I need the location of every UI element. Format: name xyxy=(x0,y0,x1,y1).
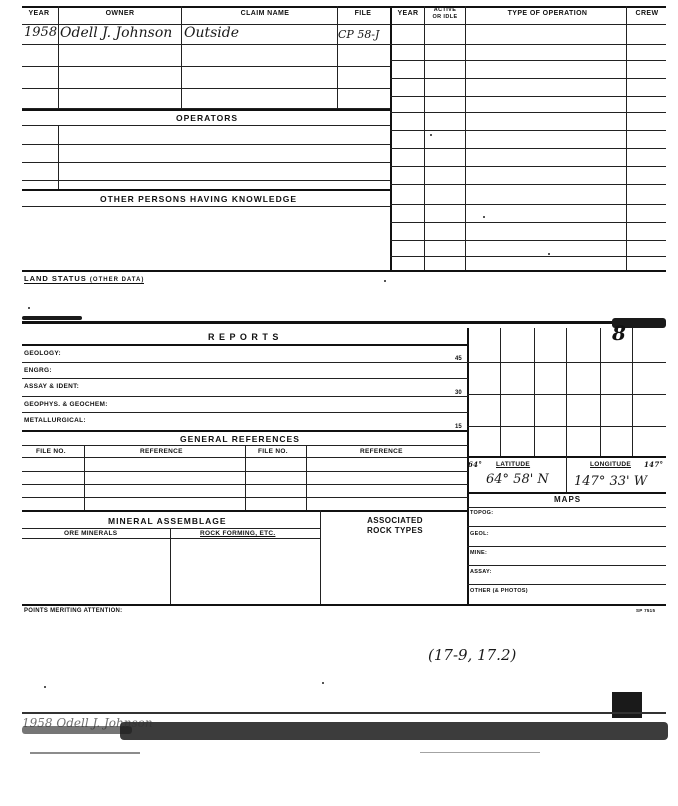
rock-forming-header: ROCK FORMING, ETC. xyxy=(200,530,276,537)
maps-row-label: GEOL: xyxy=(470,531,489,537)
operators-heading: OPERATORS xyxy=(176,113,239,123)
col-file-header: FILE xyxy=(354,10,372,17)
ore-minerals-header: ORE MINERALS xyxy=(64,530,118,537)
col-type-of-operation-header: TYPE OF OPERATION xyxy=(507,10,588,17)
col-active-header-1: ACTIVE xyxy=(433,7,457,13)
col-claim-name-header: CLAIM NAME xyxy=(240,10,290,17)
longitude-label: LONGITUDE xyxy=(590,461,631,468)
lon-suffix: 147° xyxy=(644,460,664,469)
entry-file: CP 58-J xyxy=(338,28,380,41)
report-row-label: ENGRG: xyxy=(24,367,52,374)
bottom-scan-smear xyxy=(120,722,668,740)
col-year-header: YEAR xyxy=(28,10,50,17)
ref-col-reference-2: REFERENCE xyxy=(360,448,403,455)
entry-year: 1958 xyxy=(24,25,58,40)
col-active-header-2: OR IDLE xyxy=(432,14,458,20)
ref-col-file-no-1: FILE NO. xyxy=(36,448,66,455)
latitude-label: LATITUDE xyxy=(496,461,531,468)
lat-prefix: 64° xyxy=(468,460,483,469)
land-status-label: LAND STATUS xyxy=(24,274,87,283)
ref-col-file-no-2: FILE NO. xyxy=(258,448,288,455)
latitude-value: 64° 58' N xyxy=(486,472,549,487)
land-status-sub: (OTHER DATA) xyxy=(89,277,145,283)
maps-row-label: OTHER (& PHOTOS) xyxy=(470,588,528,594)
top-number: 8 xyxy=(612,321,627,345)
entry-claim-name: Outside xyxy=(184,25,240,41)
col-owner-header: OWNER xyxy=(105,10,135,17)
land-status-heading xyxy=(24,274,144,284)
maps-row-label: ASSAY: xyxy=(470,569,492,575)
maps-row-label: TOPOG: xyxy=(470,510,494,516)
report-row-label: METALLURGICAL: xyxy=(24,417,86,424)
points-meriting-attention: POINTS MERITING ATTENTION: xyxy=(24,608,123,614)
report-row-label: GEOPHYS. & GEOCHEM: xyxy=(24,401,108,408)
report-row-num: 15 xyxy=(455,424,462,430)
associated-rock-types-2: ROCK TYPES xyxy=(366,526,423,535)
longitude-value: 147° 33' W xyxy=(574,474,648,489)
report-row-num: 30 xyxy=(455,390,462,396)
handwritten-note: (17-9, 17.2) xyxy=(428,646,517,664)
mineral-assemblage-heading: MINERAL ASSEMBLAGE xyxy=(108,516,227,526)
maps-heading: MAPS xyxy=(554,495,582,504)
col-crew-header: CREW xyxy=(635,10,659,17)
reports-heading: R E P O R T S xyxy=(208,332,280,342)
entry-owner: Odell J. Johnson xyxy=(60,25,173,41)
report-row-label: GEOLOGY: xyxy=(24,350,61,357)
ref-col-reference-1: REFERENCE xyxy=(140,448,183,455)
form-code: SP 7515 xyxy=(636,608,656,613)
report-row-num: 45 xyxy=(455,356,462,362)
general-references-heading: GENERAL REFERENCES xyxy=(180,434,300,444)
other-persons-heading: OTHER PERSONS HAVING KNOWLEDGE xyxy=(100,194,298,204)
black-square xyxy=(612,692,642,718)
maps-row-label: MINE: xyxy=(470,550,488,556)
bottom-faint-text: 1958 Odell J. Johnson xyxy=(22,716,153,730)
report-row-label: ASSAY & IDENT: xyxy=(24,383,80,390)
associated-rock-types-1: ASSOCIATED xyxy=(367,516,423,525)
col-year2-header: YEAR xyxy=(397,10,419,17)
